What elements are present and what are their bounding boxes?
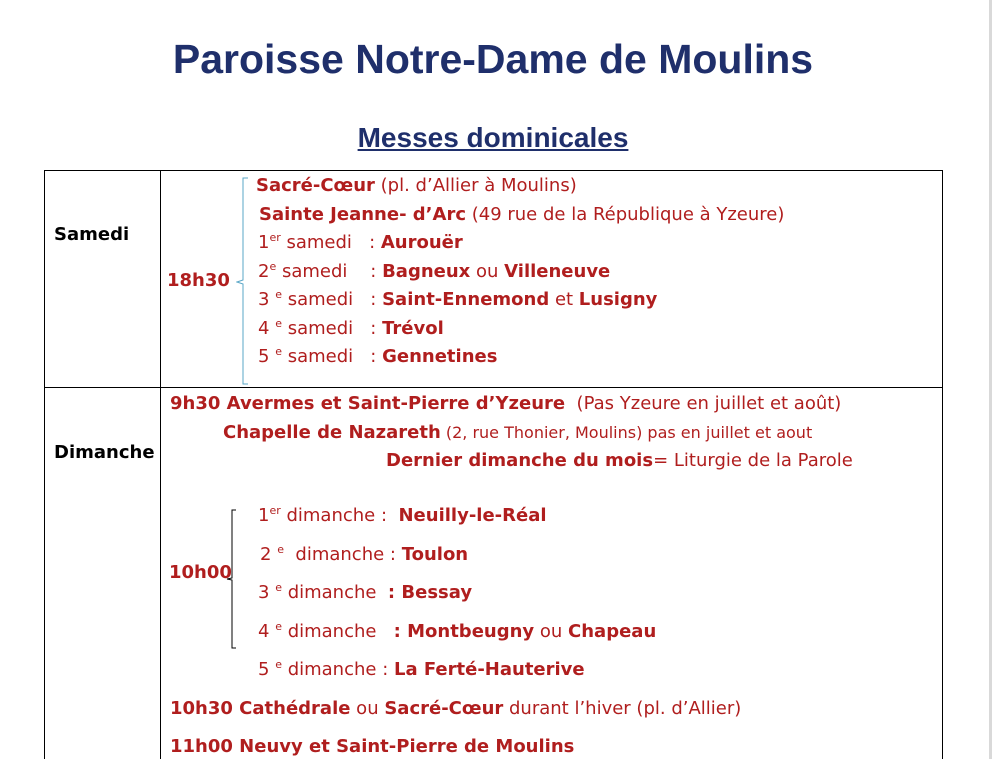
samedi-line-3 bbox=[258, 232, 463, 254]
day-word: samedi : bbox=[281, 318, 383, 339]
day-word: dimanche bbox=[281, 621, 394, 642]
day-word: dimanche : bbox=[283, 544, 402, 565]
time-10h00: 10h00 bbox=[169, 562, 232, 583]
day-word: dimanche : bbox=[281, 659, 394, 680]
ordinal-suffix: e bbox=[275, 317, 282, 330]
day-word: samedi : bbox=[281, 346, 383, 367]
ordinal-suffix: e bbox=[269, 260, 277, 273]
ordinal: 1 bbox=[258, 505, 270, 526]
samedi-line-5 bbox=[258, 289, 657, 311]
ordinal-suffix: er bbox=[269, 231, 281, 244]
day-label-samedi: Samedi bbox=[54, 224, 130, 245]
dimanche-line-5 bbox=[258, 659, 585, 681]
dimanche-line-3 bbox=[258, 582, 472, 604]
brace-dimanche bbox=[226, 508, 240, 650]
place-name-2: Chapeau bbox=[568, 621, 657, 642]
samedi-line-4 bbox=[258, 261, 610, 283]
place-name: Sacré-Cœur bbox=[384, 698, 504, 719]
brace-samedi bbox=[236, 176, 252, 386]
table-border-right bbox=[942, 170, 943, 759]
place-name: Toulon bbox=[401, 544, 469, 565]
place-name: Chapelle de Nazareth bbox=[223, 422, 441, 443]
place-name-2: Lusigny bbox=[578, 289, 658, 310]
place-name-2: Villeneuve bbox=[504, 261, 611, 282]
table-border-top bbox=[44, 170, 943, 171]
samedi-line-2 bbox=[259, 204, 784, 226]
dimanche-line-4 bbox=[258, 621, 656, 643]
ordinal: 3 bbox=[258, 582, 276, 603]
page-title: Paroisse Notre-Dame de Moulins bbox=[172, 36, 814, 82]
day-word: dimanche bbox=[281, 582, 388, 603]
conjunction: ou bbox=[534, 621, 569, 642]
dimanche-line-avermes bbox=[170, 393, 841, 415]
dimanche-line-dernier bbox=[386, 450, 853, 472]
table-column-divider bbox=[160, 170, 161, 759]
dimanche-line-nazareth bbox=[223, 422, 812, 444]
ordinal: 4 bbox=[258, 621, 276, 642]
samedi-line-1 bbox=[256, 175, 577, 197]
place-name: Aurouër bbox=[380, 232, 463, 253]
place-note: (Pas Yzeure en juillet et août) bbox=[565, 393, 842, 414]
samedi-line-7 bbox=[258, 346, 497, 368]
dimanche-line-neuvy bbox=[170, 736, 574, 758]
place-note: durant l’hiver (pl. d’Allier) bbox=[503, 698, 742, 719]
mass-time-place: 11h00 Neuvy et Saint-Pierre de Moulins bbox=[170, 736, 575, 757]
place-name: La Ferté-Hauterive bbox=[393, 659, 585, 680]
mass-time-place: 9h30 Avermes et Saint-Pierre d’Yzeure bbox=[170, 393, 566, 414]
ordinal: 2 bbox=[260, 544, 278, 565]
note-label: Dernier dimanche du mois bbox=[386, 450, 654, 471]
dimanche-line-cathedrale bbox=[170, 698, 741, 720]
place-name: Trévol bbox=[382, 318, 444, 339]
conjunction: et bbox=[549, 289, 579, 310]
place-name: Gennetines bbox=[382, 346, 498, 367]
mass-time-place: 10h30 Cathédrale bbox=[170, 698, 351, 719]
conjunction: ou bbox=[350, 698, 385, 719]
time-18h30: 18h30 bbox=[167, 270, 230, 291]
place-note: (pl. d’Allier à Moulins) bbox=[374, 175, 577, 196]
ordinal-suffix: e bbox=[275, 345, 282, 358]
ordinal-suffix: e bbox=[275, 658, 282, 671]
place-name: : Montbeugny bbox=[393, 621, 535, 642]
ordinal-suffix: er bbox=[269, 504, 281, 517]
day-word: samedi : bbox=[281, 289, 383, 310]
conjunction: ou bbox=[470, 261, 505, 282]
note-text: = Liturgie de la Parole bbox=[653, 450, 853, 471]
table-border-left bbox=[44, 170, 45, 759]
ordinal-suffix: e bbox=[275, 581, 282, 594]
ordinal: 1 bbox=[258, 232, 270, 253]
place-name: Saint-Ennemond bbox=[382, 289, 550, 310]
table-row-divider bbox=[44, 387, 943, 388]
place-note: (49 rue de la République à Yzeure) bbox=[466, 204, 785, 225]
ordinal-suffix: e bbox=[277, 543, 284, 556]
dimanche-line-1 bbox=[258, 505, 547, 527]
ordinal: 4 bbox=[258, 318, 276, 339]
place-note: (2, rue Thonier, Moulins) pas en juillet et aout bbox=[440, 423, 813, 442]
dimanche-line-2 bbox=[260, 544, 468, 566]
day-word: samedi : bbox=[280, 232, 381, 253]
day-label-dimanche: Dimanche bbox=[54, 442, 155, 463]
day-word: dimanche : bbox=[280, 505, 399, 526]
page-subtitle: Messes dominicales bbox=[357, 122, 629, 153]
samedi-line-6 bbox=[258, 318, 444, 340]
ordinal-suffix: e bbox=[275, 620, 282, 633]
ordinal-suffix: e bbox=[275, 288, 282, 301]
ordinal: 5 bbox=[258, 346, 276, 367]
place-name: Sacré-Cœur bbox=[256, 175, 375, 196]
place-name: : Bessay bbox=[387, 582, 473, 603]
place-name: Sainte Jeanne- d’Arc bbox=[259, 204, 466, 225]
ordinal: 5 bbox=[258, 659, 276, 680]
place-name: Bagneux bbox=[382, 261, 471, 282]
place-name: Neuilly-le-Réal bbox=[398, 505, 547, 526]
day-word: samedi : bbox=[276, 261, 383, 282]
ordinal: 3 bbox=[258, 289, 276, 310]
ordinal: 2 bbox=[258, 261, 270, 282]
